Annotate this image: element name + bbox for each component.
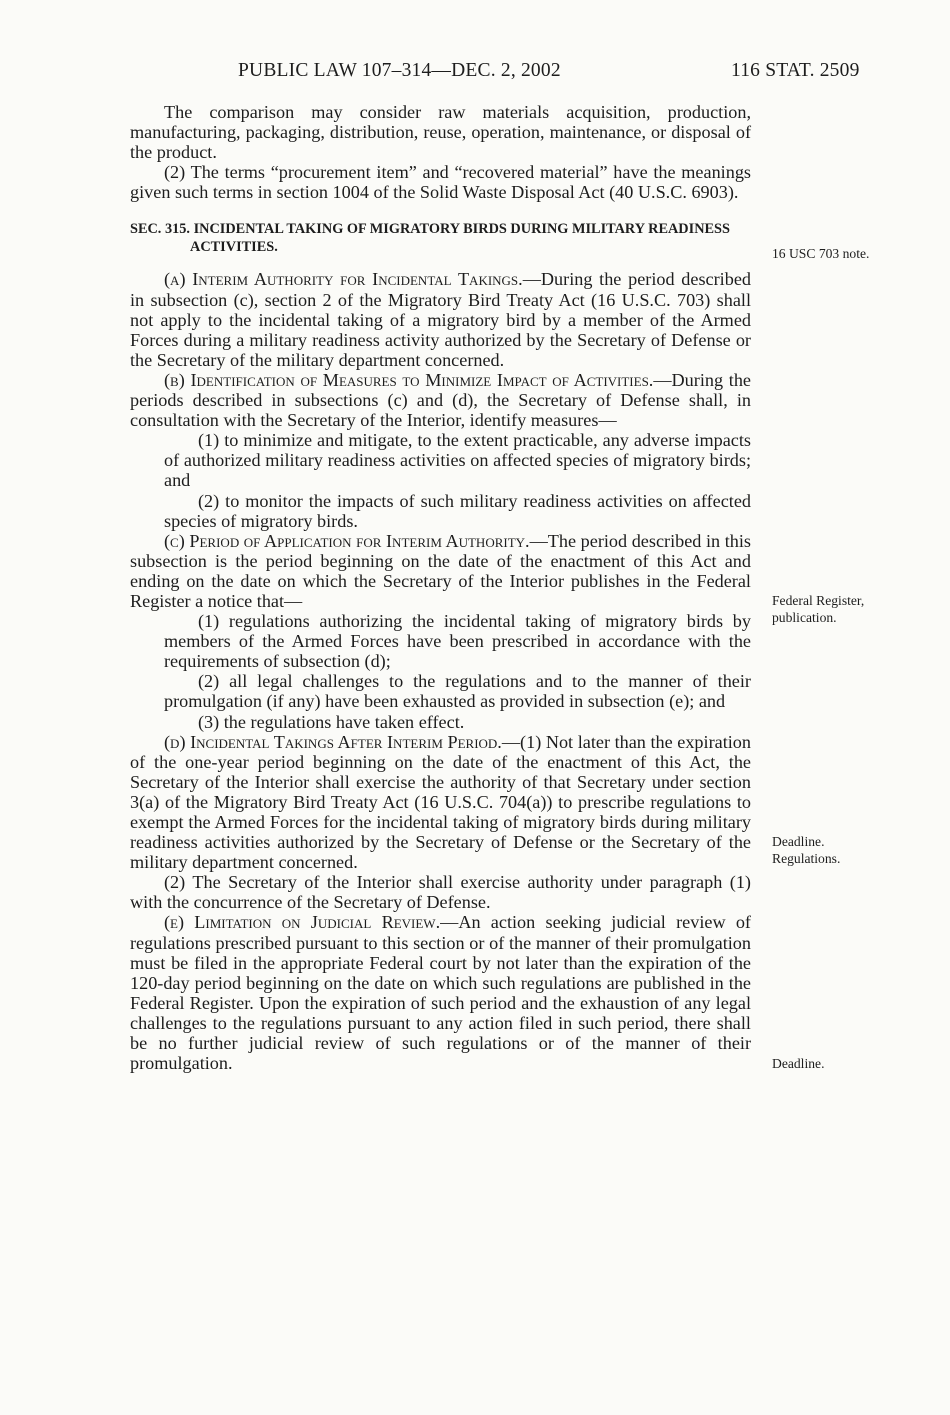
subsection-d <box>130 732 751 873</box>
section-number: SEC. 315. <box>130 221 190 238</box>
subsection-c-heading: (c) Period of Application for Interim Authority. <box>164 530 530 551</box>
paragraph-c2: (2) all legal challenges to the regulations and to the manner of their promulgation (if any) have been exhausted as provided in subsection (e); and <box>164 671 751 712</box>
margin-note-federal-register: Federal Register, publication. <box>772 593 865 625</box>
paragraph-d2: (2) The Secretary of the Interior shall exercise authority under paragraph (1) with the concurrence of the Secretary of Defense. <box>130 872 751 913</box>
subsection-c-text: —The period described in this subsection is the period beginning on the date of the enactment of this Act and ending on the date on which the Secretary of the Interior publishes in the Federal Register a notice that— <box>130 530 751 611</box>
paragraph-c3: (3) the regulations have taken effect. <box>198 711 465 732</box>
subsection-b-heading: (b) Identification of Measures to Minimize Impact of Activities. <box>164 369 654 390</box>
margin-note-deadline-regulations: Deadline. Regulations. <box>772 834 841 866</box>
subsection-a <box>130 269 751 369</box>
paragraph-b1: (1) to minimize and mitigate, to the extent practicable, any adverse impacts of authorized military readiness activities on affected species of migratory birds; and <box>164 430 751 491</box>
subsection-b <box>130 370 751 430</box>
subsection-e-heading: (e) Limitation on Judicial Review. <box>164 912 441 933</box>
paragraph-definitions: (2) The terms “procurement item” and “recovered material” have the meanings given such terms in section 1004 of the Solid Waste Disposal Act (40 U.S.C. 6903). <box>130 162 751 203</box>
subsection-e-text: —An action seeking judicial review of regulations prescribed pursuant to this section or of the manner of their promulgation must be filed in the appropriate Federal court by not later than the expiration of the 120-day period beginning on the date on which such regulations are published in the Federal Register. Upon the expiration of such period and the exhaustion of any legal challenges to the regulations pursuant to any action filed in such period, there shall be no further judicial review of such regulations or of the manner of their promulgation. <box>130 912 751 1074</box>
section-heading <box>130 220 751 256</box>
subsection-d-text: —(1) Not later than the expiration of the one-year period beginning on the date of the enactment of this Act, the Secretary of the Interior shall exercise the authority of that Secretary under section 3(a) of the Migratory Bird Treaty Act (16 U.S.C. 704(a)) to prescribe regulations to exempt the Armed Forces for the incidental taking of migratory birds during military readiness activities authorized by the Secretary of Defense or the Secretary of the military department concerned. <box>130 731 751 873</box>
subsection-b-text: —During the periods described in subsections (c) and (d), the Secretary of Defense shall, in consultation with the Secretary of the Interior, identify measures— <box>130 369 751 431</box>
subsection-a-heading: (a) Interim Authority for Incidental Takings. <box>164 269 523 290</box>
margin-note-usc: 16 USC 703 note. <box>772 246 870 261</box>
running-title: PUBLIC LAW 107–314—DEC. 2, 2002 <box>238 60 561 81</box>
section-title: INCIDENTAL TAKING OF MIGRATORY BIRDS DURING MILITARY READINESS ACTIVITIES. <box>190 221 730 256</box>
margin-note-deadline: Deadline. <box>772 1056 825 1071</box>
subsection-d-heading: (d) Incidental Takings After Interim Period. <box>164 731 502 752</box>
law-text-body <box>130 102 751 1073</box>
subsection-c <box>130 531 751 611</box>
subsection-a-text: —During the period described in subsection (c), section 2 of the Migratory Bird Treaty Act (16 U.S.C. 703) shall not apply to the incidental taking of a migratory bird by a member of the Armed Forces during a military readiness activity authorized by the Secretary of Defense or the Secretary of the military department concerned. <box>130 269 751 370</box>
page-header <box>0 60 950 84</box>
paragraph-comparison: The comparison may consider raw materials acquisition, production, manufacturing, packaging, distribution, reuse, operation, maintenance, or disposal of the product. <box>130 102 751 163</box>
paragraph-b2: (2) to monitor the impacts of such military readiness activities on affected species of migratory birds. <box>164 490 751 531</box>
paragraph-c1: (1) regulations authorizing the incidental taking of migratory birds by members of the Armed Forces have been prescribed in accordance with the requirements of subsection (d); <box>164 611 751 672</box>
subsection-e <box>130 912 751 1073</box>
page-number: 116 STAT. 2509 <box>731 60 860 81</box>
